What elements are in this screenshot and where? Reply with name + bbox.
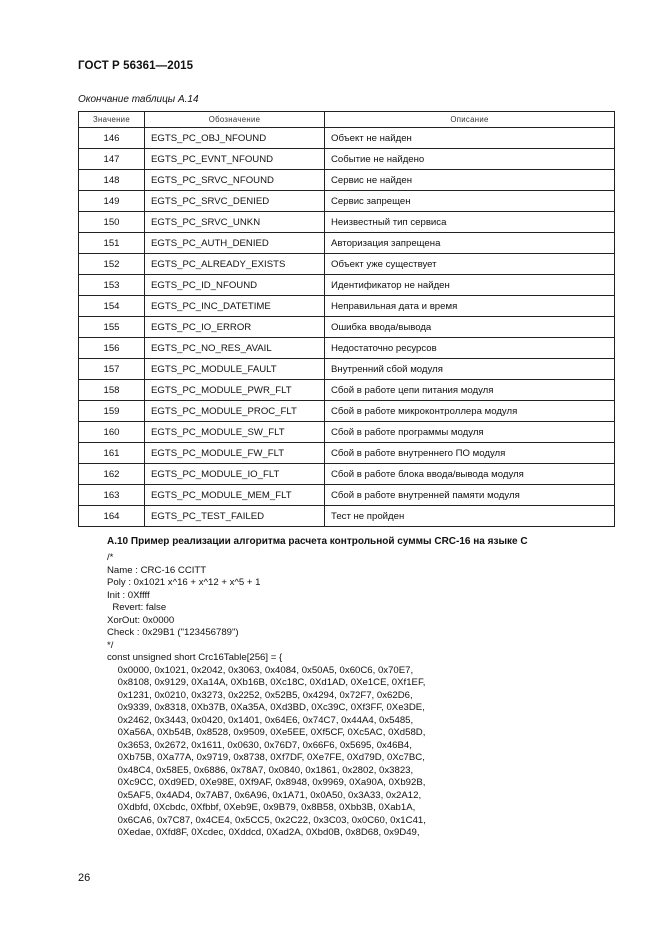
cell-code: EGTS_PC_INC_DATETIME bbox=[145, 296, 325, 317]
cell-value: 148 bbox=[79, 170, 145, 191]
codes-table-container bbox=[78, 111, 614, 527]
code-line: 0x2462, 0x3443, 0x0420, 0x1401, 0x64E6, 0x74C7, 0x44A4, 0x5485, bbox=[107, 714, 414, 726]
table-row bbox=[79, 191, 615, 212]
column-header-description: Описание bbox=[325, 112, 615, 128]
code-line: 0x6CA6, 0x7C87, 0x4CE4, 0x5CC5, 0x2C22, 0x3C03, 0x0C60, 0x1C41, bbox=[107, 814, 426, 826]
table-row bbox=[79, 128, 615, 149]
table-header bbox=[79, 112, 615, 128]
cell-value: 152 bbox=[79, 254, 145, 275]
cell-description: Объект не найден bbox=[325, 128, 615, 149]
table-body bbox=[79, 128, 615, 527]
cell-description: Сервис не найден bbox=[325, 170, 615, 191]
cell-value: 158 bbox=[79, 380, 145, 401]
code-line: 0x5AF5, 0x4AD4, 0x7AB7, 0x6A96, 0x1A71, 0x0A50, 0x3A33, 0x2A12, bbox=[107, 789, 422, 801]
code-line: const unsigned short Crc16Table[256] = { bbox=[107, 652, 283, 663]
cell-value: 161 bbox=[79, 443, 145, 464]
column-header-value: Значение bbox=[79, 112, 145, 128]
cell-code: EGTS_PC_EVNT_NFOUND bbox=[145, 149, 325, 170]
cell-code: EGTS_PC_MODULE_PROC_FLT bbox=[145, 401, 325, 422]
cell-description: Ошибка ввода/вывода bbox=[325, 317, 615, 338]
code-line: Revert: false bbox=[107, 602, 167, 613]
table-row bbox=[79, 254, 615, 275]
code-line: /* bbox=[107, 552, 114, 563]
code-line: 0Xdbfd, 0Xcbdc, 0Xfbbf, 0Xeb9E, 0x9B79, 0x8B58, 0Xbb3B, 0Xab1A, bbox=[107, 802, 416, 813]
table-row bbox=[79, 149, 615, 170]
cell-value: 156 bbox=[79, 338, 145, 359]
cell-code: EGTS_PC_MODULE_FW_FLT bbox=[145, 443, 325, 464]
code-line: Poly : 0x1021 x^16 + x^12 + x^5 + 1 bbox=[107, 577, 261, 588]
cell-description: Сервис запрещен bbox=[325, 191, 615, 212]
code-line: 0Xc9CC, 0Xd9ED, 0Xe98E, 0Xf9AF, 0x8948, 0x9969, 0Xa90A, 0Xb92B, bbox=[107, 777, 426, 788]
cell-value: 153 bbox=[79, 275, 145, 296]
code-line: 0x1231, 0x0210, 0x3273, 0x2252, 0x52B5, 0x4294, 0x72F7, 0x62D6, bbox=[107, 689, 413, 701]
table-row bbox=[79, 464, 615, 485]
cell-description: Тест не пройден bbox=[325, 506, 615, 527]
cell-code: EGTS_PC_SRVC_DENIED bbox=[145, 191, 325, 212]
cell-description: Сбой в работе внутренней памяти модуля bbox=[325, 485, 615, 506]
code-listing bbox=[107, 552, 426, 840]
cell-code: EGTS_PC_AUTH_DENIED bbox=[145, 233, 325, 254]
table-row bbox=[79, 443, 615, 464]
code-line: Name : CRC-16 CCITT bbox=[107, 564, 207, 576]
cell-value: 160 bbox=[79, 422, 145, 443]
table-row bbox=[79, 401, 615, 422]
table-row bbox=[79, 233, 615, 254]
cell-value: 154 bbox=[79, 296, 145, 317]
codes-table bbox=[78, 111, 615, 527]
table-row bbox=[79, 296, 615, 317]
cell-code: EGTS_PC_NO_RES_AVAIL bbox=[145, 338, 325, 359]
code-line: Check : 0x29B1 ("123456789") bbox=[107, 627, 239, 638]
cell-value: 147 bbox=[79, 149, 145, 170]
cell-description: Неправильная дата и время bbox=[325, 296, 615, 317]
cell-value: 159 bbox=[79, 401, 145, 422]
cell-code: EGTS_PC_SRVC_NFOUND bbox=[145, 170, 325, 191]
code-line: 0Xb75B, 0Xa77A, 0x9719, 0x8738, 0Xf7DF, 0Xe7FE, 0Xd79D, 0Xc7BC, bbox=[107, 752, 425, 763]
code-line: 0x9339, 0x8318, 0Xb37B, 0Xa35A, 0Xd3BD, 0Xc39C, 0Xf3FF, 0Xe3DE, bbox=[107, 702, 425, 713]
table-row bbox=[79, 506, 615, 527]
cell-code: EGTS_PC_MODULE_MEM_FLT bbox=[145, 485, 325, 506]
code-line: */ bbox=[107, 639, 114, 651]
cell-description: Событие не найдено bbox=[325, 149, 615, 170]
cell-description: Неизвестный тип сервиса bbox=[325, 212, 615, 233]
code-line: 0Xedae, 0Xfd8F, 0Xcdec, 0Xddcd, 0Xad2A, 0Xbd0B, 0x8D68, 0x9D49, bbox=[107, 827, 420, 838]
cell-description: Идентификатор не найден bbox=[325, 275, 615, 296]
cell-description: Сбой в работе микроконтроллера модуля bbox=[325, 401, 615, 422]
table-row bbox=[79, 422, 615, 443]
code-line: 0x3653, 0x2672, 0x1611, 0x0630, 0x76D7, 0x66F6, 0x5695, 0x46B4, bbox=[107, 739, 412, 751]
cell-code: EGTS_PC_MODULE_IO_FLT bbox=[145, 464, 325, 485]
cell-value: 164 bbox=[79, 506, 145, 527]
cell-description: Сбой в работе блока ввода/вывода модуля bbox=[325, 464, 615, 485]
cell-code: EGTS_PC_IO_ERROR bbox=[145, 317, 325, 338]
section-heading: А.10 Пример реализации алгоритма расчета контрольной суммы CRC-16 на языке С bbox=[107, 536, 528, 547]
cell-value: 162 bbox=[79, 464, 145, 485]
page-number: 26 bbox=[78, 872, 91, 884]
cell-code: EGTS_PC_MODULE_SW_FLT bbox=[145, 422, 325, 443]
cell-code: EGTS_PC_OBJ_NFOUND bbox=[145, 128, 325, 149]
table-row bbox=[79, 170, 615, 191]
code-line: 0x48C4, 0x58E5, 0x6886, 0x78A7, 0x0840, 0x1861, 0x2802, 0x3823, bbox=[107, 764, 414, 776]
cell-value: 163 bbox=[79, 485, 145, 506]
code-line: 0x0000, 0x1021, 0x2042, 0x3063, 0x4084, 0x50A5, 0x60C6, 0x70E7, bbox=[107, 664, 414, 676]
cell-value: 155 bbox=[79, 317, 145, 338]
cell-description: Недостаточно ресурсов bbox=[325, 338, 615, 359]
code-line: Init : 0Xffff bbox=[107, 589, 150, 601]
cell-description: Внутренний сбой модуля bbox=[325, 359, 615, 380]
code-line: 0x8108, 0x9129, 0Xa14A, 0Xb16B, 0Xc18C, 0Xd1AD, 0Xe1CE, 0Xf1EF, bbox=[107, 677, 426, 688]
document-header: ГОСТ Р 56361—2015 bbox=[78, 60, 194, 72]
cell-value: 146 bbox=[79, 128, 145, 149]
cell-code: EGTS_PC_MODULE_FAULT bbox=[145, 359, 325, 380]
cell-description: Сбой в работе программы модуля bbox=[325, 422, 615, 443]
table-header-row bbox=[79, 112, 615, 128]
table-row bbox=[79, 275, 615, 296]
cell-description: Объект уже существует bbox=[325, 254, 615, 275]
table-row bbox=[79, 338, 615, 359]
cell-description: Сбой в работе внутреннего ПО модуля bbox=[325, 443, 615, 464]
cell-code: EGTS_PC_ID_NFOUND bbox=[145, 275, 325, 296]
table-row bbox=[79, 485, 615, 506]
cell-value: 150 bbox=[79, 212, 145, 233]
cell-code: EGTS_PC_MODULE_PWR_FLT bbox=[145, 380, 325, 401]
table-row bbox=[79, 380, 615, 401]
code-line: XorOut: 0x0000 bbox=[107, 614, 175, 626]
cell-code: EGTS_PC_SRVC_UNKN bbox=[145, 212, 325, 233]
cell-value: 149 bbox=[79, 191, 145, 212]
column-header-code: Обозначение bbox=[145, 112, 325, 128]
code-line: 0Xa56A, 0Xb54B, 0x8528, 0x9509, 0Xe5EE, 0Xf5CF, 0Xc5AC, 0Xd58D, bbox=[107, 727, 426, 738]
cell-code: EGTS_PC_ALREADY_EXISTS bbox=[145, 254, 325, 275]
cell-value: 157 bbox=[79, 359, 145, 380]
table-row bbox=[79, 212, 615, 233]
cell-code: EGTS_PC_TEST_FAILED bbox=[145, 506, 325, 527]
table-caption: Окончание таблицы А.14 bbox=[78, 94, 199, 105]
table-row bbox=[79, 317, 615, 338]
cell-description: Сбой в работе цепи питания модуля bbox=[325, 380, 615, 401]
cell-description: Авторизация запрещена bbox=[325, 233, 615, 254]
table-row bbox=[79, 359, 615, 380]
cell-value: 151 bbox=[79, 233, 145, 254]
